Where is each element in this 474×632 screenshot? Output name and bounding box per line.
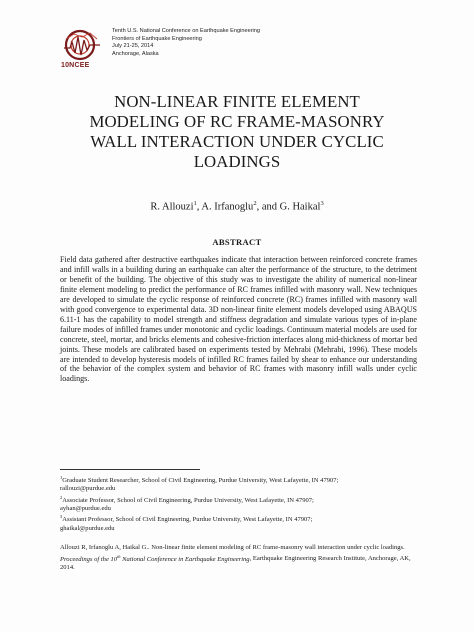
conference-info (112, 28, 260, 58)
footnote-email: ghaikal@purdue.edu (60, 524, 115, 532)
footnote-divider (60, 469, 200, 470)
author-name: A. Irfanoglu (201, 201, 254, 213)
footnote-text: Graduate Student Researcher, School of Civil Engineering, Purdue University, West Lafayette, IN 47907; (62, 477, 339, 485)
footnote-mark: 2 (60, 494, 63, 500)
conference-line: Frontiers of Earthquake Engineering (112, 35, 202, 42)
citation-publisher: , Earthquake Engineering Research Institute, Anchorage, AK, 2014. (60, 555, 411, 571)
title-line: LOADINGS (193, 152, 281, 171)
footnote-email: rallouzi@purdue.edu (60, 485, 116, 493)
footnote (60, 513, 420, 533)
conference-line: Tenth U.S. National Conference on Earthquake Engineering (112, 28, 261, 34)
conference-line: July 21-25, 2014 (112, 43, 154, 50)
abstract-heading: ABSTRACT (212, 237, 262, 247)
footnote-mark: 1 (60, 475, 63, 480)
author-list (60, 200, 414, 213)
footnote-email: ayhan@purdue.edu (60, 505, 111, 513)
citation-text: Allouzi R, Irfanoglu A, Haikal G.. Non-linear finite element modeling of RC frame-masonry wall interaction under cyclic loadings. (60, 544, 405, 551)
citation (60, 544, 420, 572)
author-mark: 2 (253, 200, 257, 207)
conference-line: Anchorage, Alaska (112, 50, 159, 57)
logo-label: 10NCEE (61, 62, 90, 69)
title-line: MODELING OF RC FRAME-MASONRY (89, 112, 385, 131)
footnote (60, 474, 420, 494)
abstract-body: Field data gathered after destructive earthquakes indicate that interaction between reinforced concrete frames and infill walls in a building during an earthquake can alter the performance of the structure, to the detriment or benefit of the building. The objective of this study was to investigate the ability of numerical non-linear finite element modeling to predict the performance of RC frames infilled with masonry wall. New techniques are developed to simulate the cyclic response of reinforced concrete (RC) frames infilled with masonry wall with good convergence to experimental data. 3D non-linear finite element models developed using ABAQUS 6.11-1 has the capability to model strength and stiffness degradation and simulate various types of in-plane failure modes of infilled frames under monotonic and cyclic loadings. Continuum material models are used for concrete, steel, mortar, and bricks elements and cohesive-friction interfaces along mid-thickness of mortar bed joints. These models are calibrated based on experiments tested by Mehrabi (Mehrabi, 1996). These models are intended to develop hysteresis models of infilled RC frames failed by shear to enhance our understanding of the behavior of the complex system and behavior of RC frames with masonry infill walls under cyclic loadings. (60, 255, 417, 384)
10ncee-logo-icon (60, 28, 104, 62)
author-mark: 3 (320, 200, 324, 207)
footnote-text: Associate Professor, School of Civil Engineering, Purdue University, West Lafayette, IN 47907; (62, 496, 314, 504)
title-line: NON-LINEAR FINITE ELEMENT (114, 92, 360, 111)
paper-title (60, 92, 414, 172)
footnote-text: Assistant Professor, School of Civil Engineering, Purdue University, West Lafayette, IN 47907; (62, 516, 313, 524)
footnotes (60, 474, 420, 533)
author-mark: 1 (193, 200, 197, 207)
citation-venue: Proceedings of the 10th National Conference in Earthquake Engineering (60, 553, 250, 563)
footnote-mark: 3 (60, 514, 63, 520)
footnote (60, 494, 420, 514)
author-separator: , (196, 201, 202, 213)
author-name: R. Allouzi (150, 201, 194, 213)
title-line: WALL INTERACTION UNDER CYCLIC (90, 132, 384, 151)
author-name: G. Haikal (279, 201, 321, 213)
author-separator: , and (256, 201, 280, 213)
